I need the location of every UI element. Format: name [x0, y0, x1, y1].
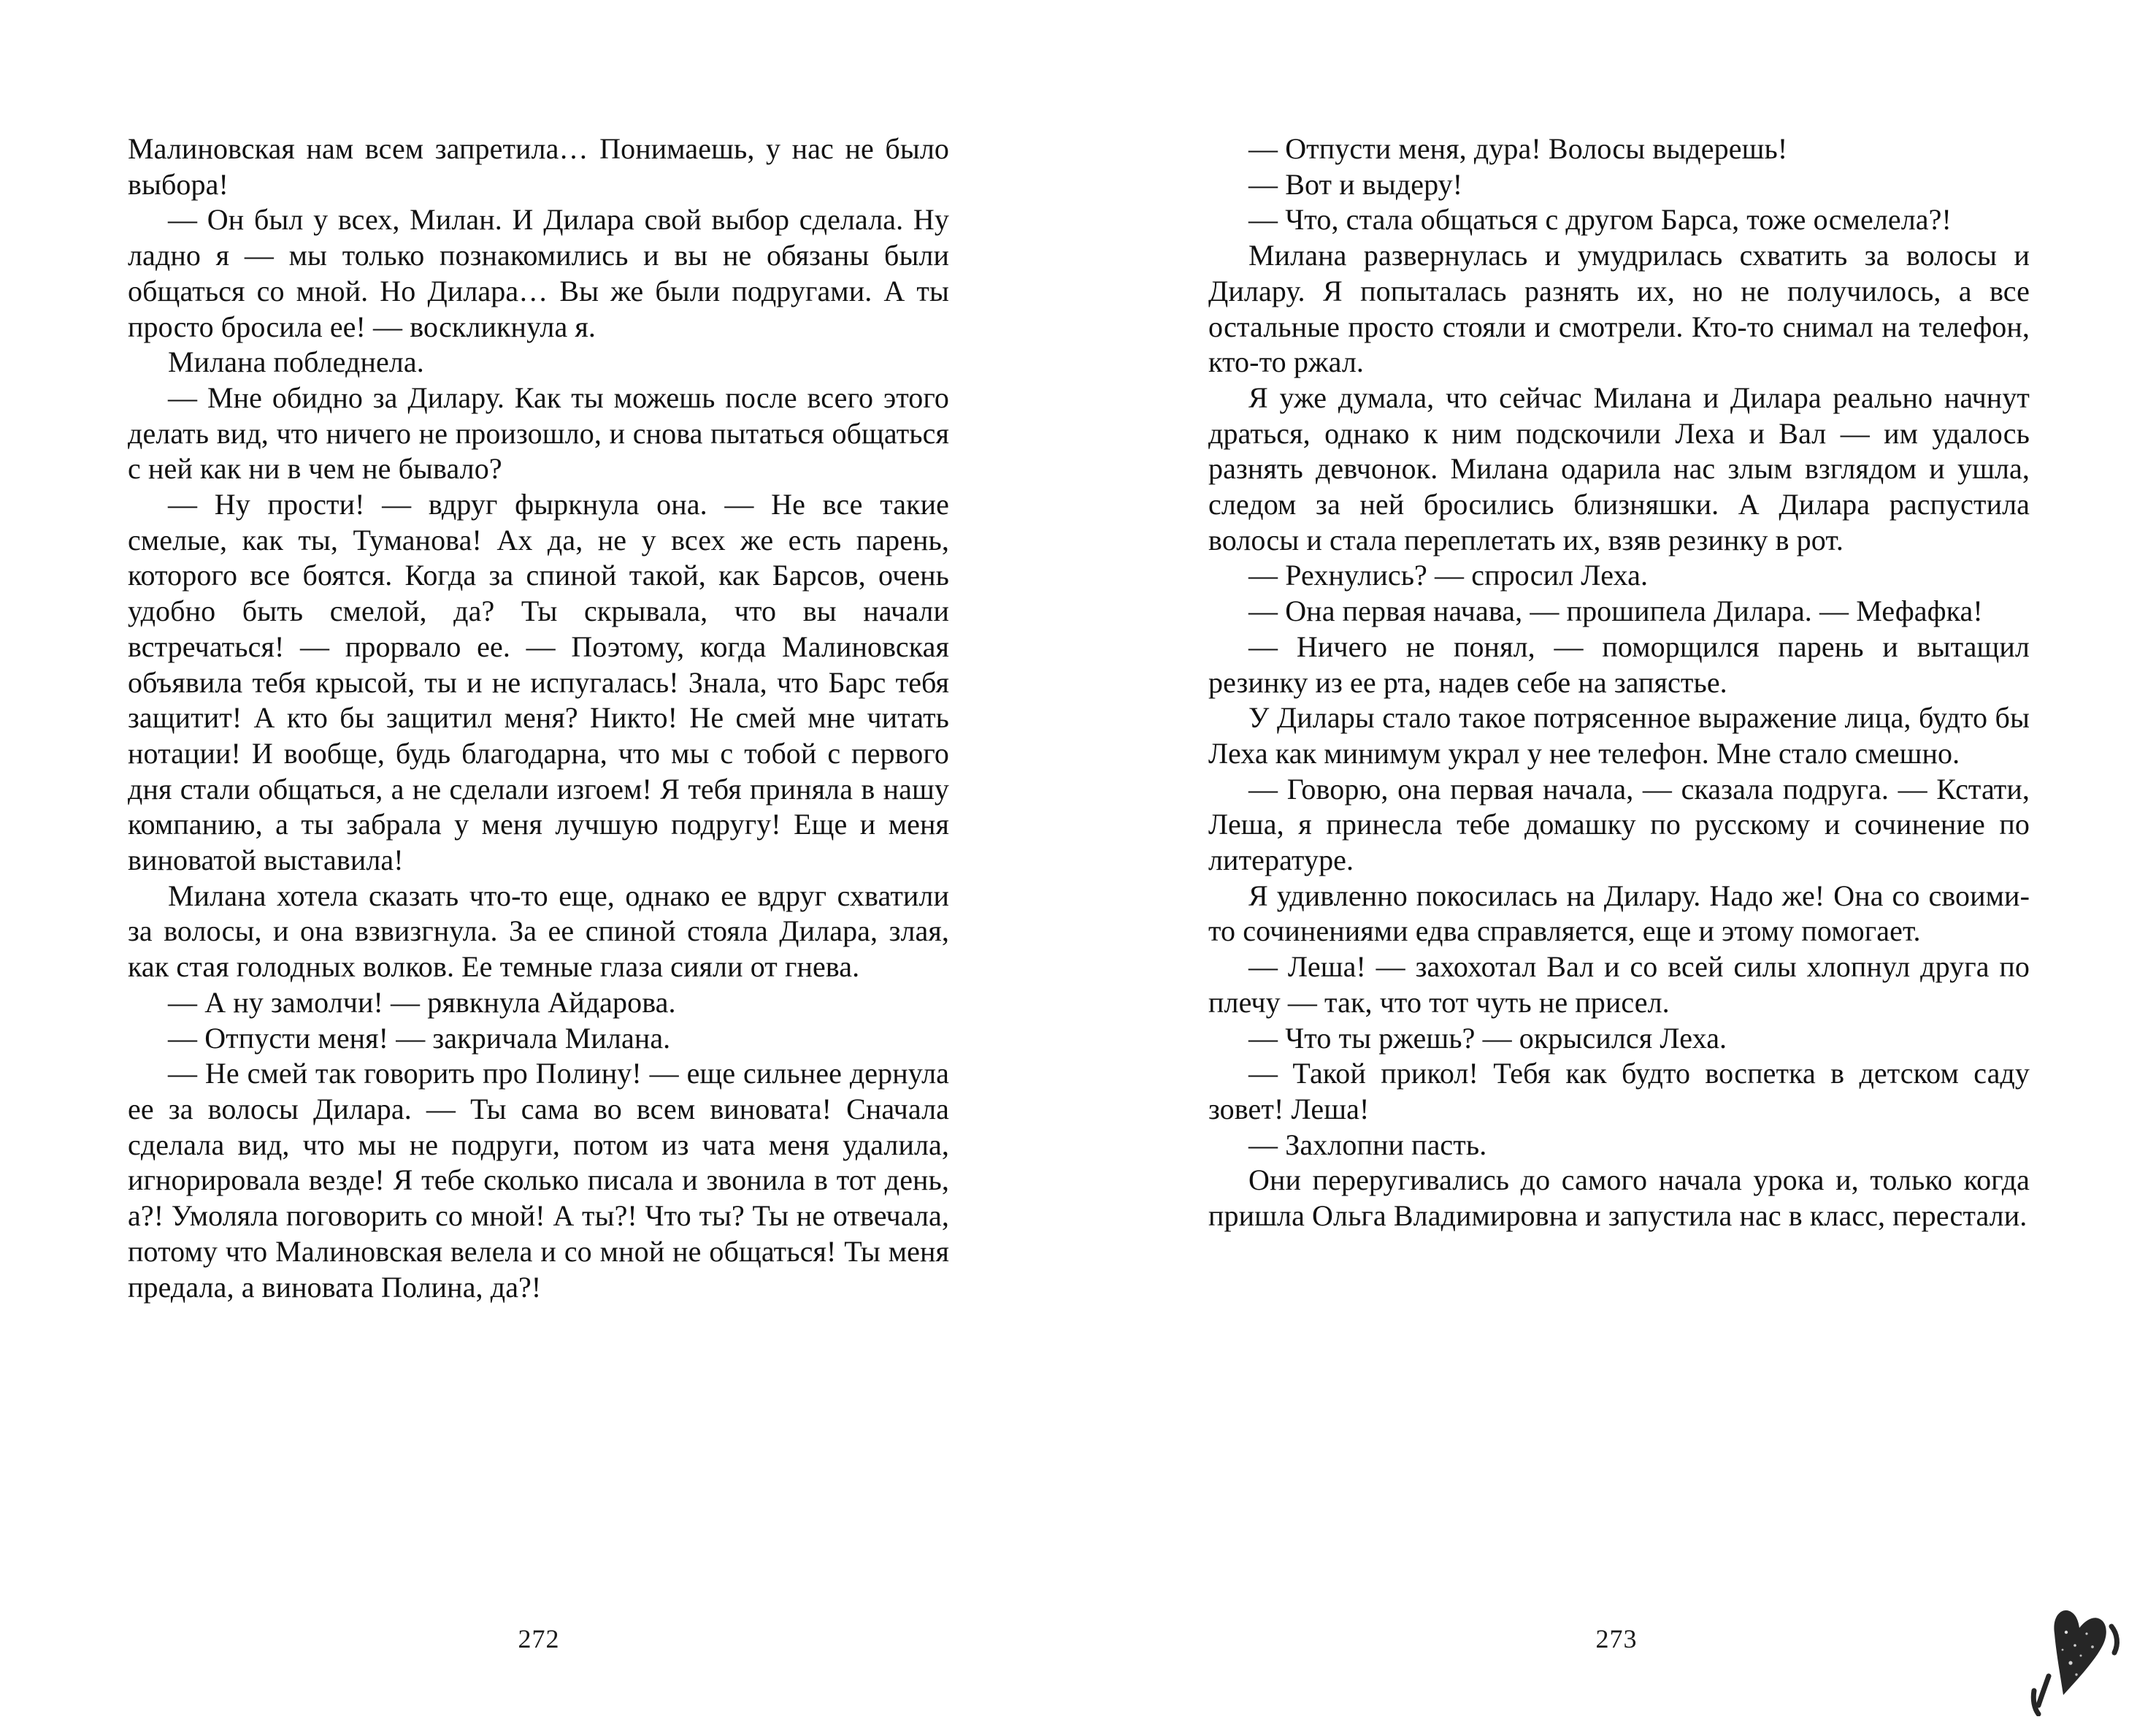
right-column-paragraph: — Леша! — захохотал Вал и со всей силы хлопнул друга по плечу — так, что тот чуть не присел. — [1208, 950, 2030, 1019]
right-column-text — [1208, 131, 2030, 1234]
left-column-paragraph: Малиновская нам всем запретила… Понимаешь, у нас не было выбора! — [128, 132, 949, 201]
right-column-paragraph: — Ничего не понял, — поморщился парень и вытащил резинку из ее рта, надев себе на запястье. — [1208, 630, 2030, 699]
right-column-paragraph: Я удивленно покосилась на Дилару. Надо же! Она со своими-то сочинениями едва справляется, еще и этому помогает. — [1208, 879, 2030, 948]
page-273 — [1078, 0, 2155, 1725]
right-column-paragraph: — Захлопни пасть. — [1248, 1128, 1487, 1161]
right-column-paragraph: — Говорю, она первая начала, — сказала подруга. — Кстати, Леша, я принесла тебе домашку по русскому и сочинение по литературе. — [1208, 772, 2030, 877]
right-column-paragraph: — Рехнулись? — спросил Леха. — [1248, 559, 1649, 592]
left-column-paragraph: Милана побледнела. — [168, 345, 424, 379]
right-column-paragraph: У Дилары стало такое потрясенное выражение лица, будто бы Леха как минимум украл у нее телефон. Мне стало смешно. — [1208, 701, 2030, 770]
left-column-paragraph: — Не смей так говорить про Полину! — еще сильнее дернула ее за волосы Дилара. — Ты сама во всем виновата! Сначала сделала вид, что мы не подруги, потом из чата меня удалила, игнорировала везде! Я тебе сколько писала и звонила в тот день, а?! Умоляла поговорить со мной! А ты?! Что ты? Ты не отвечала, потому что Малиновская велела и со мной не общаться! Ты меня предала, а виновата Полина, да?! — [128, 1057, 949, 1304]
left-column-paragraph: — А ну замолчи! — рявкнула Айдарова. — [168, 985, 676, 1019]
left-column-text — [128, 131, 949, 1305]
right-column-paragraph: — Такой прикол! Тебя как будто воспетка в детском саду зовет! Леша! — [1208, 1057, 2030, 1125]
left-column-paragraph: — Ну прости! — вдруг фыркнула она. — Не все такие смелые, как ты, Туманова! Ах да, не у всех же есть парень, которого все боятся. Когда за спиной такой, как Барсов, очень удобно быть смелой, да? Ты скрывала, что вы начали встречаться! — прорвало ее. — Поэтому, когда Малиновская объявила тебя крысой, ты и не испугалась! Знала, что Барс тебя защитит! А кто бы защитил меня? Никто! Не смей мне читать нотации! И вообще, будь благодарна, что мы с тобой с первого дня стали общаться, а не сделали изгоем! Я тебя приняла в нашу компанию, а ты забрала у меня лучшую подругу! Еще и меня виноватой выставила! — [128, 488, 949, 877]
right-column-paragraph: — Вот и выдеру! — [1248, 167, 1463, 201]
left-column-paragraph: — Отпусти меня! — закричала Милана. — [168, 1021, 671, 1055]
right-column-paragraph: — Отпусти меня, дура! Волосы выдерешь! — [1248, 132, 1788, 165]
right-column-paragraph: — Что, стала общаться с другом Барса, тоже осмелела?! — [1248, 203, 1952, 237]
page-number-left: 272 — [518, 1624, 560, 1653]
right-column-paragraph: Они переругивались до самого начала урока и, только когда пришла Ольга Владимировна и запустила нас в класс, перестали. — [1208, 1163, 2030, 1233]
left-column-paragraph: — Мне обидно за Дилару. Как ты можешь после всего этого делать вид, что ничего не произошло, и снова пытаться общаться с ней как ни в чем не бывало? — [128, 380, 949, 486]
right-column-paragraph: Я уже думала, что сейчас Милана и Дилара реально начнут драться, однако к ним подскочили Леха и Вал — им удалось разнять девчонок. Милана одарила нас злым взглядом и ушла, следом за ней бросились близняшки. А Дилара распустила волосы и стала переплетать их, взяв резинку в рот. — [1208, 380, 2030, 556]
right-column-paragraph: — Что ты ржешь? — окрысился Леха. — [1248, 1021, 1727, 1055]
left-column-paragraph: Милана хотела сказать что-то еще, однако ее вдруг схватили за волосы, и она взвизгнула. За ее спиной стояла Дилара, злая, как стая голодных волков. Ее темные глаза сияли от гнева. — [128, 879, 949, 984]
right-column-paragraph: Милана развернулась и умудрилась схватить за волосы и Дилару. Я попыталась разнять их, но не получилось, а все остальные просто стояли и смотрели. Кто-то снимал на телефон, кто-то ржал. — [1208, 239, 2030, 379]
left-column-paragraph: — Он был у всех, Милан. И Дилара свой выбор сделала. Ну ладно я — мы только познакомились и вы не обязаны были общаться со мной. Но Дилара… Вы же были подругами. А ты просто бросила ее! — воскликнула я. — [128, 203, 949, 343]
right-column-paragraph: — Она первая начава, — прошипела Дилара. — Мефафка! — [1248, 594, 1983, 628]
page-number-right: 273 — [1595, 1624, 1638, 1653]
